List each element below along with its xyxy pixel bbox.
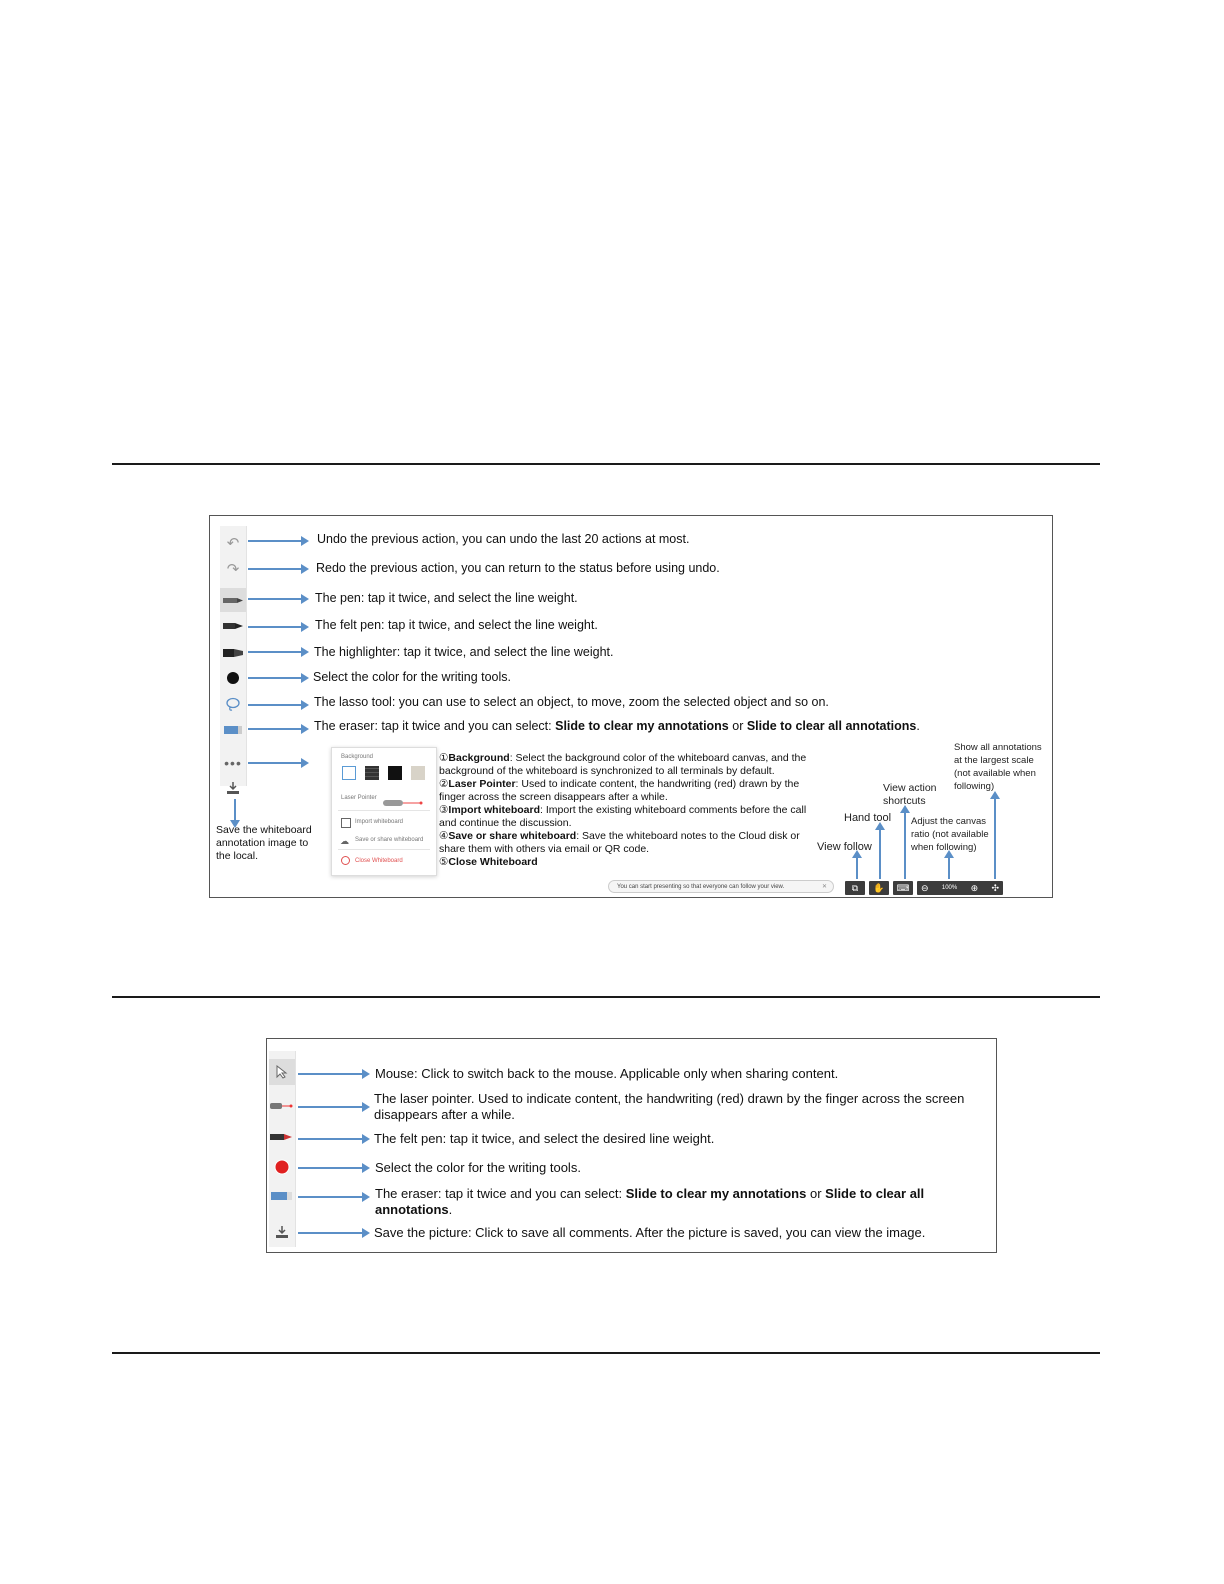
fit-all-icon[interactable]: ✣ <box>991 882 999 893</box>
label-laser: The laser pointer. Used to indicate content, the handwriting (red) drawn by the finger across the screen disappears after a while. <box>374 1091 965 1122</box>
save-picture-icon[interactable] <box>269 1223 295 1241</box>
bg-swatch-black[interactable] <box>388 766 402 780</box>
label-undo: Undo the previous action, you can undo the last 20 actions at most. <box>317 532 690 546</box>
whiteboard-toolbar-figure <box>209 515 1053 898</box>
keyboard-shortcuts-icon[interactable]: ⌨ <box>893 881 913 895</box>
label-show-all: Show all annotations at the largest scale (not available when following) <box>954 742 1042 792</box>
color-dot-icon[interactable] <box>222 669 244 687</box>
label-save-2: Save the picture: Click to save all comments. After the picture is saved, you can view the image. <box>374 1225 926 1240</box>
save-download-icon[interactable] <box>222 779 244 797</box>
menu-divider-2 <box>338 849 430 850</box>
menu-import[interactable]: Import whiteboard <box>355 819 404 825</box>
arrow-lasso <box>248 704 303 706</box>
arrow-mouse <box>298 1073 364 1075</box>
redo-icon[interactable]: ↷ <box>226 561 240 578</box>
label-felt-pen-2: The felt pen: tap it twice, and select the desired line weight. <box>374 1131 715 1146</box>
undo-icon[interactable]: ↶ <box>226 535 240 552</box>
section-rule-middle <box>112 996 1100 998</box>
eraser-option-mine: Slide to clear my annotations <box>555 719 729 733</box>
arrow-adjust-ratio <box>948 857 950 879</box>
sharing-toolbar-figure <box>266 1038 997 1253</box>
cloud-share-icon[interactable]: ☁ <box>340 836 349 846</box>
laser-pointer-icon[interactable] <box>383 794 423 802</box>
arrow-pen <box>248 598 303 600</box>
eraser-or: or <box>728 719 747 733</box>
arrow-view-action <box>904 812 906 879</box>
label-mouse: Mouse: Click to switch back to the mouse. Applicable only when sharing content. <box>375 1066 839 1081</box>
label-color-2: Select the color for the writing tools. <box>375 1160 581 1175</box>
label-eraser <box>314 719 920 734</box>
pen-icon[interactable] <box>220 588 246 612</box>
mouse-cursor-icon[interactable] <box>269 1059 295 1085</box>
zoom-level: 100% <box>941 885 958 891</box>
eraser-prefix: The eraser: tap it twice and you can select: <box>314 719 556 733</box>
note-import: ③Import whiteboard: Import the existing whiteboard comments before the call and continue the discussion. <box>439 804 807 829</box>
menu-close[interactable]: Close Whiteboard <box>355 858 403 864</box>
label-lasso: The lasso tool: you can use to select an object, to move, zoom the selected object and so on. <box>314 695 829 709</box>
arrow-save-2 <box>298 1232 364 1234</box>
label-view-follow: View follow <box>817 841 872 853</box>
more-notes <box>439 752 826 869</box>
hand-tool-icon[interactable]: ✋ <box>869 881 889 895</box>
menu-divider <box>338 810 430 811</box>
arrow-view-follow <box>856 857 858 879</box>
note-laser: ②Laser Pointer: Used to indicate content, the handwriting (red) drawn by the finger across the screen disappears after a while. <box>439 778 800 803</box>
lasso-icon[interactable] <box>222 695 244 713</box>
arrow-color-2 <box>298 1167 364 1169</box>
zoom-in-icon[interactable]: ⊕ <box>970 882 979 893</box>
arrow-eraser-2 <box>298 1196 364 1198</box>
note-background: ①Background: Select the background color of the whiteboard canvas, and the background of the whiteboard is synchronized to all terminals by default. <box>439 752 807 777</box>
section-rule-top <box>112 463 1100 465</box>
label-eraser-2: The eraser: tap it twice and you can select: Slide to clear my annotations or Slide to clear all annotations. <box>375 1186 925 1217</box>
highlighter-icon[interactable] <box>222 644 244 662</box>
view-follow-icon[interactable]: ⧉ <box>845 881 865 895</box>
arrow-more <box>248 762 303 764</box>
arrow-color <box>248 677 303 679</box>
felt-pen-icon[interactable] <box>222 617 244 635</box>
arrow-eraser <box>248 728 303 730</box>
more-icon[interactable]: ••• <box>224 755 242 771</box>
laser-pointer-tool-icon[interactable] <box>269 1097 295 1115</box>
arrow-highlighter <box>248 651 303 653</box>
felt-pen-tool-icon[interactable] <box>269 1128 295 1146</box>
arrow-laser <box>298 1106 364 1108</box>
import-icon[interactable] <box>341 818 351 828</box>
menu-laser-label: Laser Pointer <box>341 795 377 801</box>
menu-background-label: Background <box>341 754 374 760</box>
note-save-share: ④Save or share whiteboard: Save the whiteboard notes to the Cloud disk or share them with others via email or QR code. <box>439 830 800 855</box>
arrow-hand-tool <box>879 829 881 879</box>
arrow-felt-pen-2 <box>298 1138 364 1140</box>
bg-swatch-white[interactable] <box>342 766 356 780</box>
eraser-icon[interactable] <box>222 721 244 739</box>
eraser-end: . <box>916 719 920 733</box>
label-view-action: View action shortcuts <box>883 782 937 807</box>
label-redo: Redo the previous action, you can return to the status before using undo. <box>316 561 720 575</box>
bg-swatch-beige[interactable] <box>411 766 425 780</box>
eraser-option-all: Slide to clear all annotations <box>746 719 917 733</box>
section-rule-bottom <box>112 1352 1100 1354</box>
label-color: Select the color for the writing tools. <box>313 670 512 684</box>
arrow-undo <box>248 540 303 542</box>
arrow-felt-pen <box>248 626 303 628</box>
arrow-redo <box>248 568 303 570</box>
arrow-save-down <box>234 799 236 821</box>
red-color-icon[interactable] <box>269 1158 295 1176</box>
label-hand-tool: Hand tool <box>844 812 892 824</box>
label-highlighter: The highlighter: tap it twice, and select the line weight. <box>314 645 614 659</box>
more-menu-popup <box>331 747 437 876</box>
close-x-icon[interactable]: ✕ <box>821 884 827 890</box>
zoom-bar <box>917 881 1003 895</box>
label-adjust-ratio: Adjust the canvas ratio (not available when following) <box>911 816 989 853</box>
close-circle-icon[interactable] <box>341 856 350 865</box>
note-close: ⑤Close Whiteboard <box>439 856 538 868</box>
label-pen: The pen: tap it twice, and select the line weight. <box>315 591 578 605</box>
presenting-message: You can start presenting so that everyone can follow your view. ✕ <box>608 880 834 893</box>
bg-swatch-grid[interactable] <box>365 766 379 780</box>
label-felt-pen: The felt pen: tap it twice, and select the line weight. <box>315 618 598 632</box>
zoom-out-icon[interactable]: ⊖ <box>921 882 929 893</box>
menu-save-share[interactable]: Save or share whiteboard <box>355 837 424 843</box>
eraser-tool-icon[interactable] <box>269 1187 295 1205</box>
save-note: Save the whiteboard annotation image to the local. <box>216 824 312 862</box>
